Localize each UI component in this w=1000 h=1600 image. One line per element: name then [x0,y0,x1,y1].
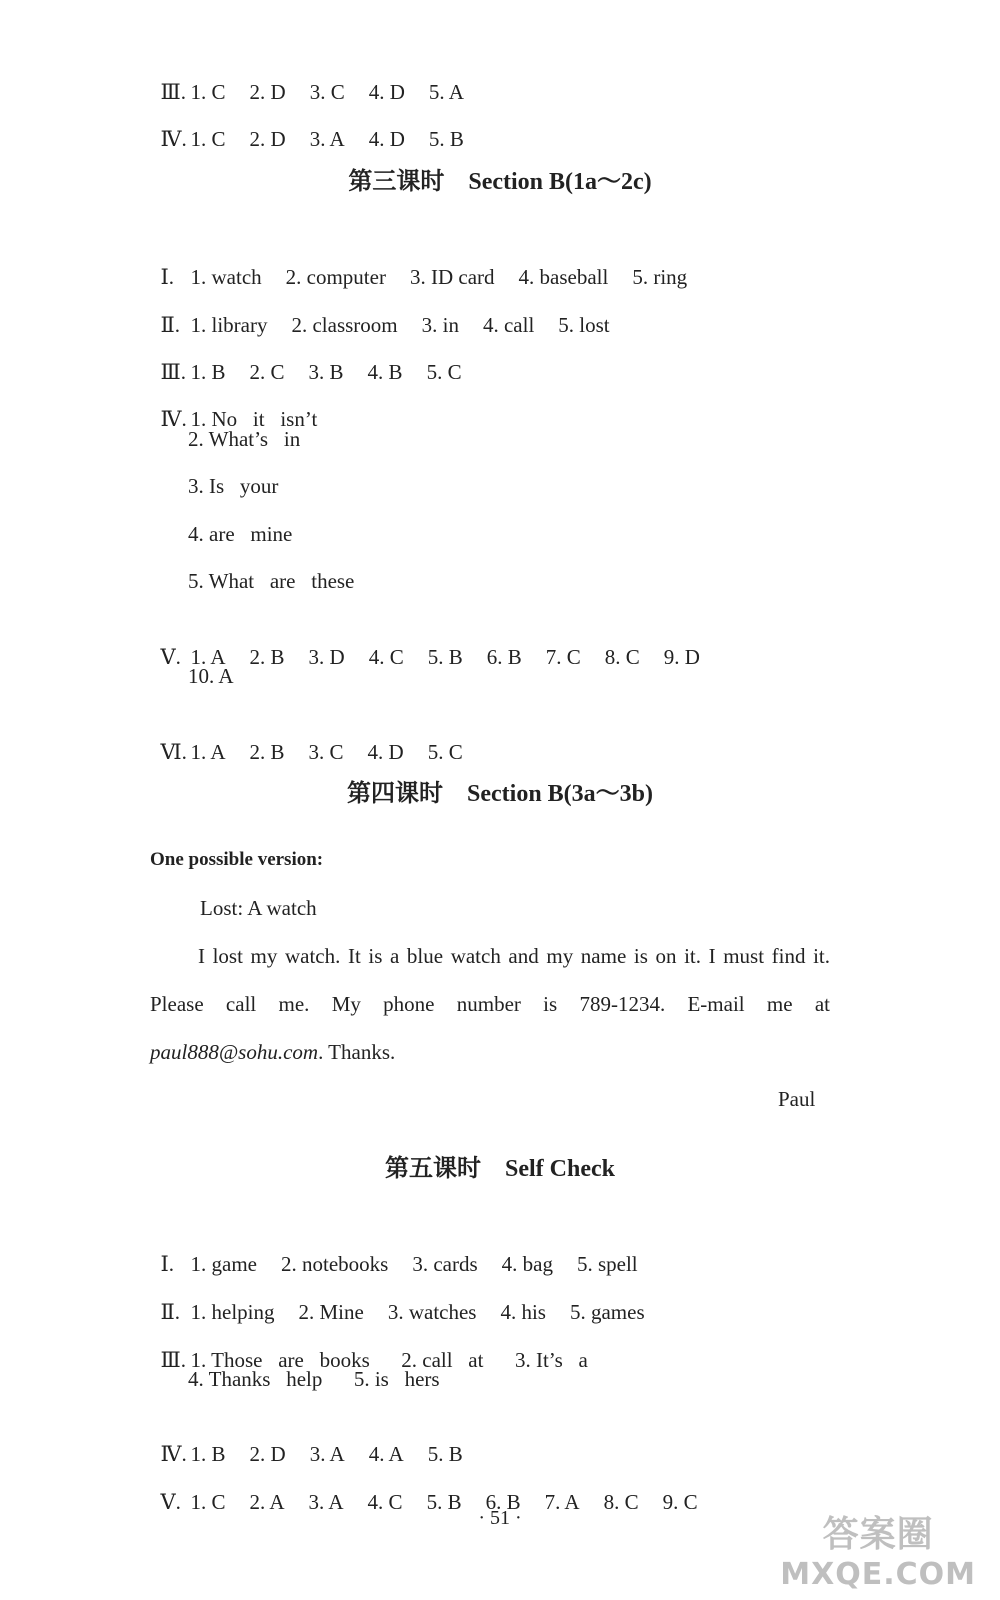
answer: 2. C [249,360,285,384]
answer: 6. B [486,645,522,669]
answer: 5. lost [558,313,610,337]
answer: 5. games [569,1300,645,1324]
answer: 3. watches [387,1300,477,1324]
roman-numeral: Ⅱ. [160,1300,181,1324]
answer: 3. ID card [409,265,495,289]
notice-body [150,932,830,1076]
answer: 1. C [190,1490,226,1514]
answer: 9. C [662,1490,698,1514]
roman-numeral: Ⅳ. [160,1442,187,1466]
roman-numeral: Ⅴ. [160,1490,181,1514]
answer: 3. C [309,80,345,104]
answer: 2. Mine [298,1300,364,1324]
answer: 5. A [428,80,464,104]
answer: 1. watch [190,265,262,289]
watermark-cn: 答案圈 [822,1514,934,1555]
answer-line: 5. What are these [188,569,355,593]
answer: 3. C [308,740,344,764]
answer: 5. B [427,645,463,669]
roman-numeral: Ⅰ. [160,265,175,289]
answer: 4. call [482,313,535,337]
answer: 5. B [428,127,464,151]
answer: 9. D [663,645,700,669]
answer: 4. C [368,645,404,669]
answer: 2. B [249,740,285,764]
answer: 1. C [190,80,226,104]
answer: 3. B [308,360,344,384]
answer: 7. C [545,645,581,669]
answer-line: 4. Thanks help 5. is hers [188,1367,440,1391]
roman-numeral: Ⅳ. [160,127,187,151]
answer: 4. baseball [518,265,609,289]
answer: 2. notebooks [280,1252,389,1276]
answer: 4. B [367,360,403,384]
answer: 4. bag [501,1252,553,1276]
answer: 8. C [603,1490,639,1514]
version-label: One possible version: [150,849,324,870]
answer: 2. D [249,1442,286,1466]
answer: 2. D [249,127,286,151]
answer: 1. A [190,645,226,669]
section-heading-4 [0,777,1000,810]
answer: 3. A [309,1442,345,1466]
answer: 8. C [604,645,640,669]
roman-numeral: Ⅲ. [160,80,187,104]
heading-cn: 第五课时 [385,1154,481,1182]
answer-line: 4. are mine [188,522,293,546]
answer: 4. D [368,127,405,151]
answer: 3. cards [412,1252,478,1276]
section-heading-5 [0,1152,1000,1185]
roman-numeral: Ⅱ. [160,313,181,337]
answer-row-s2-IV [150,97,488,153]
roman-numeral: Ⅴ. [160,645,181,669]
answer: 1. game [190,1252,257,1276]
answer: 2. classroom [291,313,398,337]
answer: 1. B [190,1442,226,1466]
notice-title: Lost: A watch [200,896,317,920]
answer: 1. No it isn’t [190,407,318,431]
answer: 5. B [426,1490,462,1514]
answer: 4. his [500,1300,546,1324]
answer: 1. Those are books 2. call at 3. It’s a [190,1348,588,1372]
answer: 4. A [368,1442,404,1466]
answer: 1. C [190,127,226,151]
answer: 2. computer [285,265,386,289]
answer: 4. C [367,1490,403,1514]
answer-row-s3-VI [150,710,487,766]
answer: 1. library [190,313,268,337]
roman-numeral: Ⅲ. [160,360,187,384]
answer: 3. A [309,127,345,151]
roman-numeral: Ⅵ. [160,740,187,764]
heading-en: Section B(1a～2c) [468,169,652,195]
answer: 1. helping [190,1300,275,1324]
watermark-logo [780,1506,976,1592]
answer: 3. D [308,645,345,669]
answer: 5. C [427,740,463,764]
answer: 4. D [368,80,405,104]
answer: 1. B [190,360,226,384]
heading-cn: 第三课时 [348,167,445,195]
answer: 2. D [249,80,286,104]
notice-text: I lost my watch. It is a blue watch and my name is on it. I must find it. Please call me. My phone number is 789-1234. E-mail me at [150,944,830,1016]
answer: 3. in [421,313,459,337]
notice-text-end: . Thanks. [318,1040,396,1064]
answer: 5. B [427,1442,463,1466]
roman-numeral: Ⅰ. [160,1252,175,1276]
answer: 7. A [544,1490,580,1514]
answer: 3. A [308,1490,344,1514]
answer: 4. D [367,740,404,764]
answer: 1. A [190,740,226,764]
answer: 5. ring [632,265,688,289]
answer-line: 3. Is your [188,474,279,498]
answer: 5. C [426,360,462,384]
roman-numeral: Ⅲ. [160,1348,187,1372]
answer-line: 2. What’s in [188,427,301,451]
heading-cn: 第四课时 [347,779,443,807]
answer: 2. B [249,645,285,669]
heading-en: Section B(3a～3b) [467,781,653,807]
answer-row-s3-V [150,615,724,671]
email-address: paul888@sohu.com [150,1040,319,1064]
answer: 2. A [249,1490,285,1514]
heading-en: Self Check [505,1156,615,1182]
roman-numeral: Ⅳ. [160,407,187,431]
page-number: · 51 · [478,1507,522,1529]
answer: 5. spell [576,1252,638,1276]
watermark-en: MXQE.COM [780,1557,976,1592]
signature: Paul [778,1087,816,1111]
section-heading-3 [0,165,1000,198]
answer: 6. B [485,1490,521,1514]
answer-line: 10. A [188,664,234,688]
